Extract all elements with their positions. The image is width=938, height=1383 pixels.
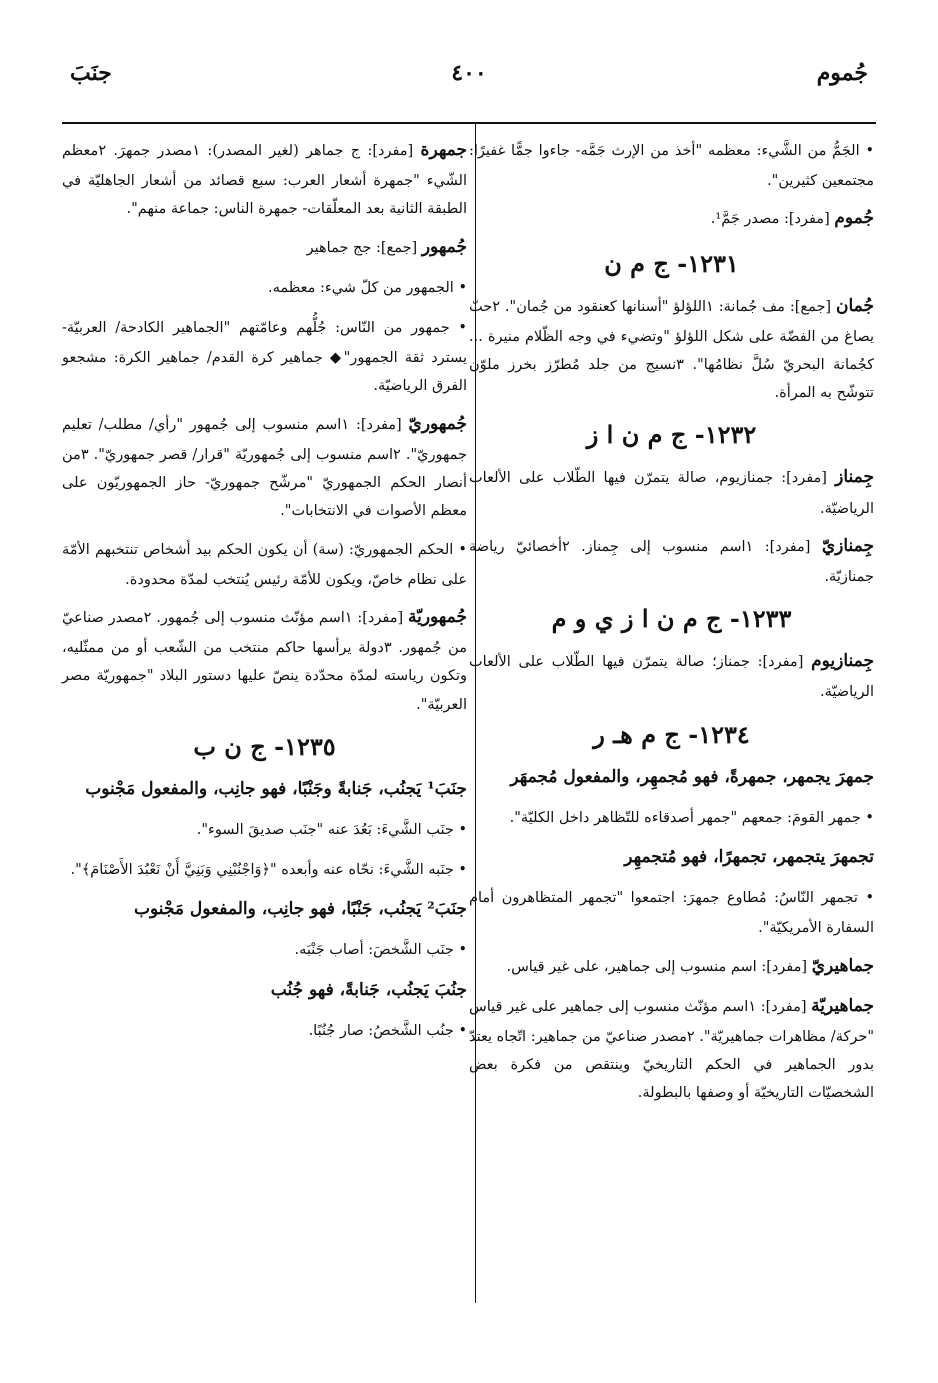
dictionary-entry bbox=[469, 801, 874, 834]
left-column bbox=[62, 134, 467, 1054]
dictionary-entry bbox=[62, 601, 467, 719]
entry-headword: جُمهوريّ bbox=[408, 413, 468, 434]
entry-headword: جُمهور bbox=[421, 236, 467, 257]
dictionary-entry bbox=[469, 461, 874, 522]
right-column bbox=[469, 134, 874, 1115]
dictionary-entry bbox=[62, 933, 467, 966]
root-heading: ١٢٣٤- ج م هـ ر bbox=[593, 719, 750, 749]
entry-definition: [مفرد]: جمنازيوم، صالة يتمرّن فيها الطّلاب على الألعاب الرياضيّة. bbox=[469, 470, 874, 517]
dictionary-entry bbox=[469, 841, 874, 874]
entry-headword: جُمان bbox=[836, 295, 875, 316]
entry-headword: جُمهوريّة bbox=[407, 606, 467, 627]
header-guide-word-left: جنَبَ bbox=[70, 60, 112, 86]
dictionary-entry bbox=[469, 950, 874, 983]
entry-definition: [جمع]: جج جماهير bbox=[306, 239, 422, 256]
dictionary-entry bbox=[62, 271, 467, 304]
dictionary-entry bbox=[469, 290, 874, 408]
entry-headword: جِمنازيوم bbox=[811, 651, 874, 672]
dictionary-entry bbox=[62, 974, 467, 1007]
page-number: ٤٠٠ bbox=[451, 60, 487, 86]
entry-headword: جنَبَ² يَجنُب، جَنْبًا، فهو جانِب، والمفعول مَجْنوب bbox=[134, 899, 467, 920]
header-guide-word-right: جُموم bbox=[816, 60, 868, 86]
dictionary-entry bbox=[62, 134, 467, 224]
page-header bbox=[62, 60, 876, 104]
dictionary-entry bbox=[469, 202, 874, 235]
root-heading: ١٢٣١- ج م ن bbox=[604, 248, 739, 278]
entry-headword: جماهيريّ bbox=[811, 955, 874, 976]
entry-definition: [مفرد]: ١اسم مؤنّث منسوب إلى جماهير على غير قياس "حركة/ مظاهرات جماهيريّة". ٢مصدر صناعيّ من جماهير: اتّجاه يعتدّ بدور الجماهير في الحكم التاريخيّ وينتقص من فكرة بعض الشخصيّات التاريخيّة أو وصفها بالبطولة. bbox=[469, 998, 875, 1102]
dictionary-entry bbox=[62, 893, 467, 926]
dictionary-entry bbox=[62, 813, 467, 846]
entry-headword: جِمنازيّ bbox=[821, 535, 874, 556]
entry-definition: [مفرد]: ١اسم منسوب إلى جُمهور "رأي/ مطلب/ تعليم جمهوريّ". ٢اسم منسوب إلى جُمهوريّة "قرار/ قصر جمهوريّ". ٣من أنصار الحكم الجمهوريّ "مرشّح جمهوريّ- حاز الجمهوريّون على معظم الأصوات في الانتخابات". bbox=[62, 416, 467, 520]
entry-definition: • جنُب الشَّخصُ: صار جُنُبًا. bbox=[308, 1022, 467, 1039]
dictionary-entry bbox=[62, 773, 467, 806]
header-rule bbox=[62, 122, 876, 124]
entry-definition: [مفرد]: اسم منسوب إلى جماهير، على غير قياس. bbox=[506, 958, 812, 975]
dictionary-entry bbox=[62, 853, 467, 886]
dictionary-entry bbox=[469, 134, 874, 195]
entry-definition: • تجمهر النّاسُ: مُطاوع جمهرَ: اجتمعوا "تجمهر المتظاهرون أمام السفارة الأمريكيّة". bbox=[469, 890, 874, 937]
entry-headword: تجمهرَ يتجمهر، تجمهرًا، فهو مُتجمهِر bbox=[624, 846, 874, 867]
entry-definition: [مفرد]: ١اسم مؤنّث منسوب إلى جُمهور. ٢مصدر صناعيّ من جُمهور. ٣دولة يرأسها حاكم منتخب من الشّعب أو من ممثّليه، وتكون رياسته لمدّة محدّدة ينصّ عليها دستور البلاد "جمهوريّة مصر العربيّة". bbox=[62, 609, 467, 713]
entry-definition: [مفرد]: ج جماهر (لغير المصدر): ١مصدر جمهرَ. ٢معظم الشّيء "جمهرة أشعار العرب: سبع قصائد من أشعار الجاهليّة في الطبقة الثانية بعد المعلّقات- جمهرة الناس: جماعة منهم". bbox=[62, 143, 467, 218]
entry-headword: جمهرة bbox=[420, 140, 467, 160]
entry-definition: [مفرد]: مصدر جَمَّ¹. bbox=[710, 211, 835, 228]
entry-definition: • الجمهور من كلّ شيء: معظمه. bbox=[267, 279, 467, 296]
root-heading: ١٢٣٢- ج م ن ا ز bbox=[586, 420, 757, 450]
entry-headword: جُموم bbox=[834, 208, 874, 229]
dictionary-entry bbox=[469, 881, 874, 942]
entry-headword: جِمناز bbox=[835, 467, 874, 488]
entry-definition: [مفرد]: جمناز؛ صالة يتمرّن فيها الطّلاب على الألعاب الرياضيّة. bbox=[469, 654, 874, 701]
dictionary-entry bbox=[62, 1014, 467, 1047]
dictionary-entry bbox=[469, 645, 874, 706]
root-heading: ١٢٣٣- ج م ن ا ز ي و م bbox=[551, 604, 792, 634]
dictionary-entry bbox=[62, 533, 467, 594]
entry-definition: • جنَب الشَّيءَ: بَعُدَ عنه "جنَب صديقَ السوء". bbox=[196, 822, 467, 839]
dictionary-entry bbox=[62, 408, 467, 526]
dictionary-entry bbox=[469, 990, 874, 1108]
entry-definition: • جنَب الشَّخصَ: أصاب جَنْبَه. bbox=[294, 942, 467, 959]
dictionary-entry bbox=[62, 311, 467, 401]
entry-definition: • الجَمُّ من الشَّيء: معظمه "أخذ من الإرث جَمَّه- جاءوا جمًّا غفيرًا: مجتمعين كثيرين". bbox=[469, 143, 874, 190]
entry-headword: جماهيريّة bbox=[811, 995, 874, 1016]
root-heading: ١٢٣٥- ج ن ب bbox=[193, 731, 336, 761]
entry-definition: • جنَبه الشَّيءَ: نحّاه عنه وأبعده "﴿وَاجْنُبْنِي وَبَنِيَّ أَنْ نَعْبُدَ الأَصْنَامَ﴾". bbox=[70, 862, 467, 879]
entry-definition: [جمع]: مف جُمانة: ١اللؤلؤ "أسنانها كعنقود من جُمان". ٢حبّ يصاغ من الفضّة على شكل اللؤلؤ "وتضيء في وجه الظّلام منيرة ... كجُمانة البحريّ سُلَّ نظامُها". ٣نسيج من جلد مُطرّز بخرز ملوّن تتوشّح به المرأة. bbox=[469, 298, 875, 402]
dictionary-entry bbox=[62, 231, 467, 264]
entry-definition: • جمهور من النّاس: جُلُّهم وعامّتهم "الجماهير الكادحة/ العربيّة- يسترد ثقة الجمهور"◆ جماهير كرة القدم/ جماهير الكرة: مشجعو الفرق الرياضيّة. bbox=[62, 319, 467, 395]
entry-definition: • جمهر القومَ: جمعهم "جمهر أصدقاءه للتّظاهر داخل الكليّة". bbox=[509, 809, 874, 826]
entry-definition: • الحكم الجمهوريّ: (سة) أن يكون الحكم بيد أشخاص تنتخبهم الأمّة على نظام خاصّ، ويكون للأمّة رئيس يُنتخب لمدّة محدودة. bbox=[62, 541, 467, 588]
dictionary-entry bbox=[469, 761, 874, 794]
entry-headword: جنُبَ يَجنُب، جَنابةً، فهو جُنُب bbox=[270, 979, 467, 1000]
entry-definition: [مفرد]: ١اسم منسوب إلى جِمناز. ٢أخصائيّ رياضة جمنازيّة. bbox=[469, 538, 874, 586]
entry-headword: جمهرَ يجمهر، جمهرةً، فهو مُجمهِر، والمفعول مُجمهَر bbox=[510, 766, 874, 787]
entry-headword: جنَبَ¹ يَجنُب، جَنابةً وجَنْبًا، فهو جانِب، والمفعول مَجْنوب bbox=[85, 778, 467, 799]
dictionary-entry bbox=[469, 530, 874, 591]
